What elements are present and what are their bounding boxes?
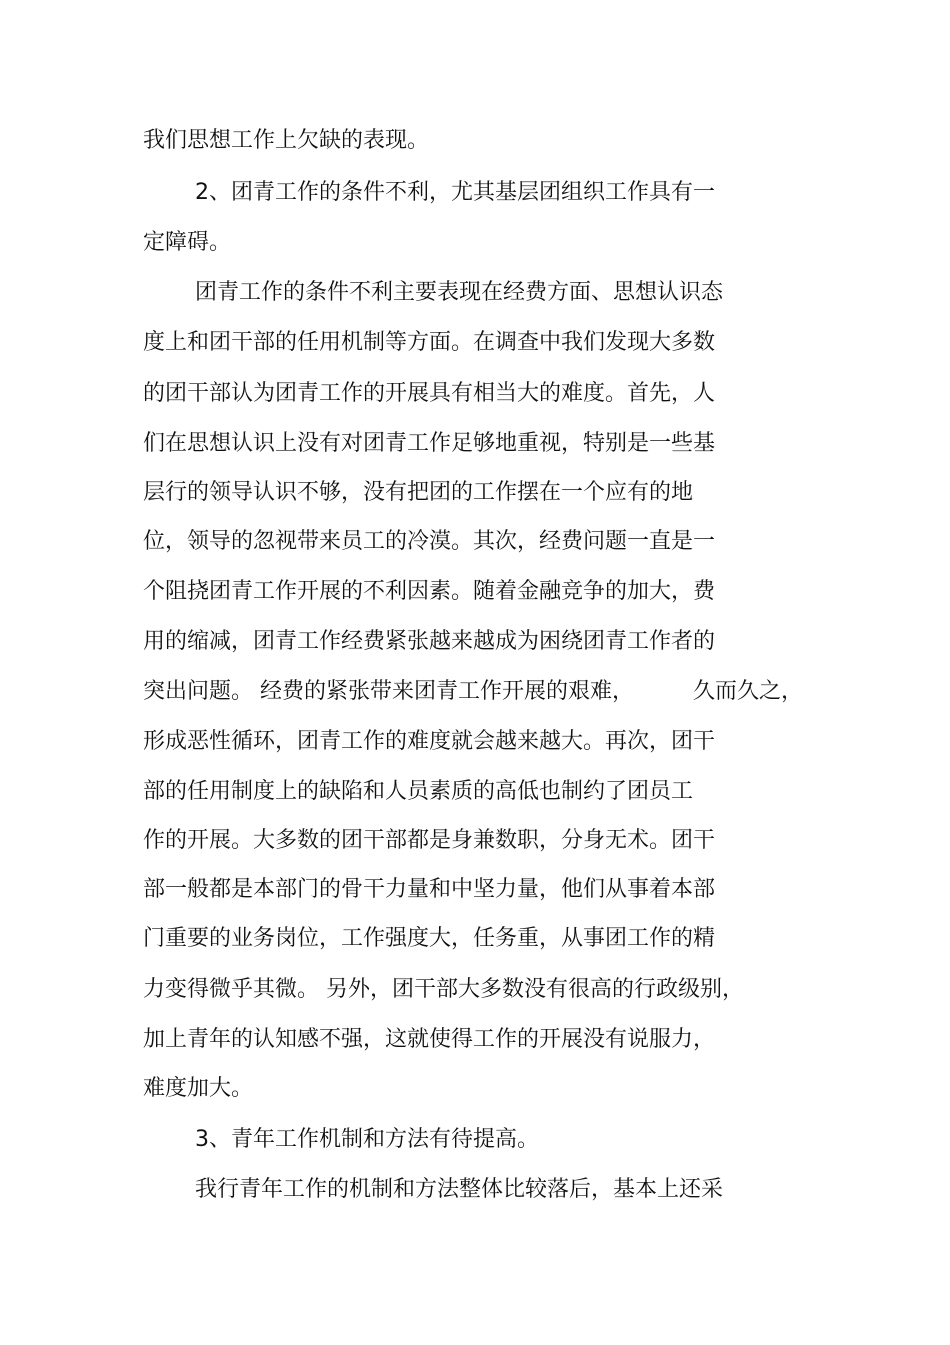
text-line: 加上青年的认知感不强，这就使得工作的开展没有说服力， — [143, 1027, 716, 1052]
text-line: 3、青年工作机制和方法有待提高。 — [195, 1127, 539, 1152]
text-line: 部一般都是本部门的骨干力量和中坚力量，他们从事着本部 — [143, 877, 716, 902]
text-line: 2、团青工作的条件不利，尤其基层团组织工作具有一 — [195, 180, 715, 205]
text-line: 度上和团干部的任用机制等方面。在调查中我们发现大多数 — [143, 330, 716, 355]
text-line: 突出问题。 经费的紧张带来团青工作开展的艰难， — [143, 679, 634, 704]
text-line: 门重要的业务岗位，工作强度大，任务重，从事团工作的精 — [143, 926, 716, 951]
text-line: 难度加大。 — [143, 1076, 254, 1101]
text-line: 层行的领导认识不够，没有把团的工作摆在一个应有的地 — [143, 480, 694, 505]
text-line: 们在思想认识上没有对团青工作足够地重视，特别是一些基 — [143, 431, 716, 456]
text-line: 形成恶性循环，团青工作的难度就会越来越大。再次，团干 — [143, 729, 716, 754]
text-line: 我们思想工作上欠缺的表现。 — [143, 128, 430, 153]
text-line: 力变得微乎其微。 另外，团干部大多数没有很高的行政级别， — [143, 977, 744, 1002]
text-line: 位，领导的忽视带来员工的冷漠。其次，经费问题一直是一 — [143, 529, 716, 554]
text-line: 用的缩减，团青工作经费紧张越来越成为困绕团青工作者的 — [143, 629, 716, 654]
text-line: 部的任用制度上的缺陷和人员素质的高低也制约了团员工 — [143, 779, 694, 804]
text-line: 作的开展。大多数的团干部都是身兼数职，分身无术。团干 — [143, 828, 716, 853]
text-line: 的团干部认为团青工作的开展具有相当大的难度。首先，人 — [143, 381, 716, 406]
text-line: 我行青年工作的机制和方法整体比较落后，基本上还采 — [195, 1177, 724, 1202]
text-line: 团青工作的条件不利主要表现在经费方面、思想认识态 — [195, 280, 724, 305]
text-line: 定障碍。 — [143, 230, 232, 255]
text-line: 个阻挠团青工作开展的不利因素。随着金融竞争的加大，费 — [143, 579, 716, 604]
text-line: 久而久之， — [693, 679, 804, 704]
